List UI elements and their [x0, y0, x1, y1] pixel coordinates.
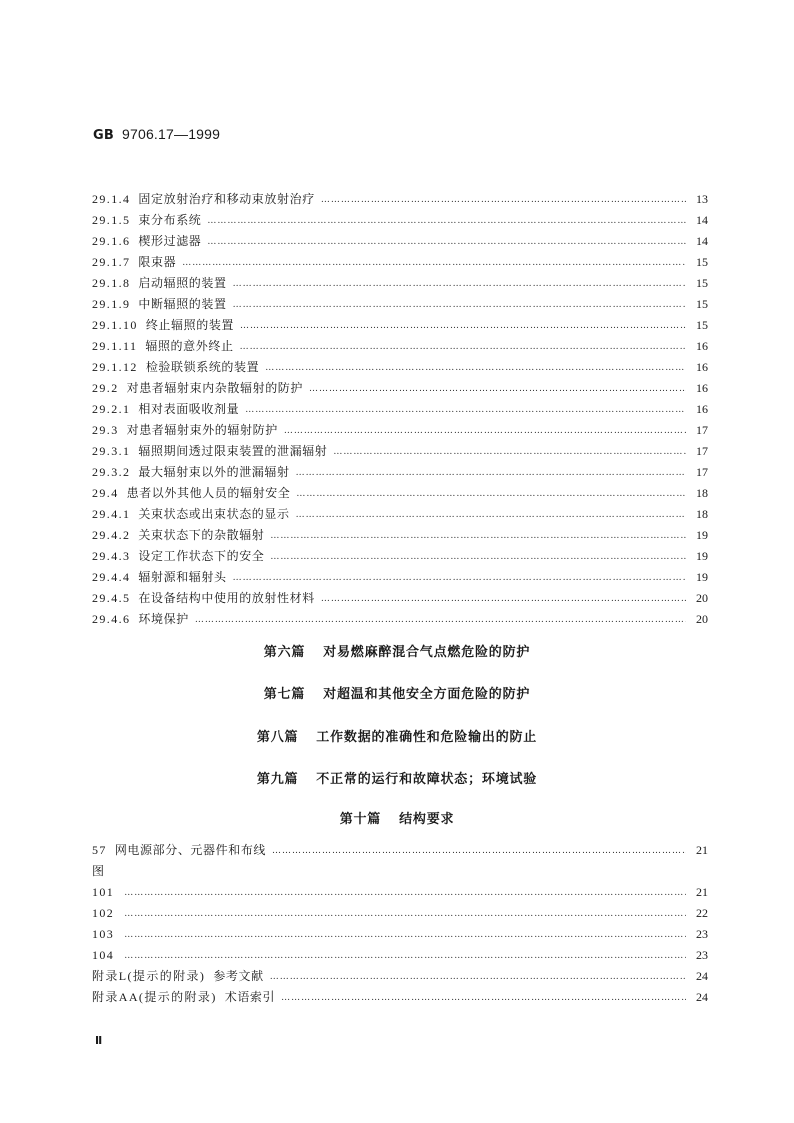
toc-entry-title: 限束器 — [138, 255, 177, 269]
toc-page-number: 20 — [696, 591, 708, 605]
toc-entry-title: 辐射源和辐射头 — [138, 570, 227, 584]
toc-page-number: 14 — [696, 213, 708, 227]
dot-leader — [296, 466, 686, 480]
dot-leader — [333, 445, 686, 459]
toc-page-number: 17 — [696, 423, 708, 437]
toc-entry[interactable] — [92, 942, 708, 963]
toc-page-number: 16 — [696, 339, 708, 353]
toc-page-number: 19 — [696, 570, 708, 584]
dot-leader — [124, 907, 686, 921]
dot-leader — [207, 214, 686, 228]
toc-section-number: 29.4.3 — [92, 549, 131, 563]
toc-entry[interactable] — [92, 522, 708, 543]
toc-entry[interactable] — [92, 480, 708, 501]
part-title: 对易燃麻醉混合气点燃危险的防护 — [323, 645, 531, 660]
toc-section-number: 29.1.7 — [92, 255, 131, 269]
toc-page-number: 17 — [696, 444, 708, 458]
toc-section-number: 29.3.2 — [92, 465, 131, 479]
toc-entry-title: 关束状态下的杂散辐射 — [138, 528, 265, 542]
toc-section-number: 29.4.5 — [92, 591, 131, 605]
toc-page-number: 14 — [696, 234, 708, 248]
dot-leader — [270, 970, 686, 984]
toc-entry-title: 检验联锁系统的装置 — [145, 360, 260, 374]
toc-section-number: 29.4.4 — [92, 570, 131, 584]
toc-entry[interactable] — [92, 501, 708, 522]
part-title: 结构要求 — [399, 812, 455, 827]
toc-page-number: 22 — [696, 906, 708, 920]
toc-section-number: 29.1.11 — [92, 339, 138, 353]
dot-leader — [240, 340, 686, 354]
dot-leader — [207, 235, 686, 249]
toc-section-number: 29.4.1 — [92, 507, 131, 521]
toc-page-number: 15 — [696, 297, 708, 311]
toc-entry-title: 在设备结构中使用的放射性材料 — [138, 591, 315, 605]
toc-entry[interactable] — [92, 291, 708, 312]
dot-leader — [270, 529, 686, 543]
toc-entry-title: 固定放射治疗和移动束放射治疗 — [138, 192, 315, 206]
toc-section-number: 29.1.6 — [92, 234, 131, 248]
toc-entry[interactable] — [92, 207, 708, 228]
toc-page-number: 23 — [696, 948, 708, 962]
toc-section-number: 57 — [92, 843, 107, 857]
toc-section-number: 29.2 — [92, 381, 119, 395]
toc-entry-title: 环境保护 — [138, 612, 189, 626]
toc-entry-title: 中断辐照的装置 — [138, 297, 227, 311]
dot-leader — [124, 928, 686, 942]
toc-section-number: 101 — [92, 885, 115, 899]
toc-entry[interactable] — [92, 312, 708, 333]
toc-entry[interactable] — [92, 249, 708, 270]
standard-header — [93, 126, 220, 143]
toc-entry[interactable] — [92, 438, 708, 459]
toc-entry[interactable] — [92, 333, 708, 354]
toc-page-number: 24 — [696, 969, 708, 983]
toc-section-number: 29.4.6 — [92, 612, 131, 626]
toc-section-structure — [92, 837, 708, 1005]
toc-entry[interactable] — [92, 879, 708, 900]
toc-section-number: 29.4.2 — [92, 528, 131, 542]
part-heading — [0, 683, 794, 702]
dot-leader — [296, 487, 686, 501]
toc-entry-title: 术语索引 — [224, 990, 276, 1004]
toc-section-number: 29.1.4 — [92, 192, 131, 206]
toc-entry-title: 相对表面吸收剂量 — [138, 402, 240, 416]
toc-entry[interactable] — [92, 837, 708, 858]
dot-leader — [124, 949, 686, 963]
dot-leader — [245, 403, 686, 417]
toc-entry[interactable] — [92, 186, 708, 207]
toc-entry[interactable] — [92, 564, 708, 585]
toc-section-number: 29.3 — [92, 423, 119, 437]
toc-section-number: 29.3.1 — [92, 444, 131, 458]
toc-entry[interactable] — [92, 396, 708, 417]
part-number: 第九篇 — [256, 772, 299, 787]
toc-entry[interactable] — [92, 459, 708, 480]
toc-section-29 — [92, 186, 708, 627]
dot-leader — [240, 319, 686, 333]
dot-leader — [321, 592, 686, 606]
part-heading — [0, 808, 794, 827]
toc-entry-title: 设定工作状态下的安全 — [138, 549, 265, 563]
toc-entry[interactable] — [92, 921, 708, 942]
toc-entry-title: 辐照的意外终止 — [145, 339, 234, 353]
toc-page-number: 15 — [696, 318, 708, 332]
toc-entry-title: 对患者辐射束内杂散辐射的防护 — [126, 381, 304, 395]
toc-section-number: 29.1.12 — [92, 360, 138, 374]
dot-leader — [265, 361, 686, 375]
dot-leader — [124, 886, 686, 900]
dot-leader — [182, 256, 686, 270]
dot-leader — [233, 277, 686, 291]
toc-page-number: 20 — [696, 612, 708, 626]
toc-entry-title: 终止辐照的装置 — [145, 318, 235, 332]
part-number: 第十篇 — [339, 812, 382, 827]
part-title: 不正常的运行和故障状态；环境试验 — [316, 772, 538, 787]
toc-page-number: 23 — [696, 927, 708, 941]
dot-leader — [309, 382, 686, 396]
dot-leader — [272, 844, 686, 858]
part-title: 对超温和其他安全方面危险的防护 — [323, 687, 531, 702]
dot-leader — [195, 613, 686, 627]
toc-section-number: 29.1.8 — [92, 276, 131, 290]
toc-entry-title: 最大辐射束以外的泄漏辐射 — [138, 465, 290, 479]
toc-entry-title: 关束状态或出束状态的显示 — [138, 507, 290, 521]
page-number: Ⅱ — [95, 1034, 103, 1047]
toc-entry[interactable] — [92, 417, 708, 438]
toc-section-number: 附录L(提示的附录) — [92, 969, 206, 983]
toc-page-number: 18 — [696, 486, 708, 500]
toc-page-number: 24 — [696, 990, 708, 1004]
toc-entry[interactable] — [92, 963, 708, 984]
toc-entry[interactable] — [92, 270, 708, 291]
toc-page-number: 19 — [696, 549, 708, 563]
toc-page-number: 15 — [696, 255, 708, 269]
toc-page-number: 19 — [696, 528, 708, 542]
toc-entry[interactable] — [92, 228, 708, 249]
toc-entry[interactable] — [92, 585, 708, 606]
toc-entry-title: 束分布系统 — [138, 213, 202, 227]
toc-section-number: 29.1.5 — [92, 213, 131, 227]
toc-entry[interactable] — [92, 543, 708, 564]
toc-section-number: 29.4 — [92, 486, 119, 500]
dot-leader — [233, 298, 686, 312]
standard-number: 9706.17—1999 — [121, 126, 221, 142]
toc-entry-title: 患者以外其他人员的辐射安全 — [126, 486, 291, 500]
toc-entry[interactable] — [92, 900, 708, 921]
toc-entry[interactable] — [92, 606, 708, 627]
dot-leader — [233, 571, 686, 585]
toc-section-number: 102 — [92, 906, 115, 920]
toc-page-number: 21 — [696, 885, 708, 899]
toc-entry[interactable] — [92, 354, 708, 375]
toc-section-number: 图 — [92, 864, 106, 878]
toc-entry-title: 参考文献 — [213, 969, 264, 983]
part-heading — [0, 726, 794, 745]
toc-page-number: 16 — [696, 381, 708, 395]
part-number: 第八篇 — [256, 730, 299, 745]
toc-section-number: 29.1.9 — [92, 297, 131, 311]
dot-leader — [270, 550, 686, 564]
toc-page-number: 17 — [696, 465, 708, 479]
toc-section-number: 附录AA(提示的附录) — [92, 990, 217, 1004]
toc-page-number: 18 — [696, 507, 708, 521]
toc-page-number: 15 — [696, 276, 708, 290]
toc-section-number: 29.2.1 — [92, 402, 131, 416]
part-title: 工作数据的准确性和危险输出的防止 — [316, 730, 538, 745]
toc-entry[interactable] — [92, 375, 708, 396]
dot-leader — [296, 508, 686, 522]
part-number: 第七篇 — [263, 687, 306, 702]
toc-entry-title: 辐照期间透过限束装置的泄漏辐射 — [138, 444, 328, 458]
toc-entry-title: 对患者辐射束外的辐射防护 — [126, 423, 278, 437]
dot-leader — [284, 424, 686, 438]
part-heading — [0, 768, 794, 787]
dot-leader — [281, 991, 686, 1005]
part-heading — [0, 641, 794, 660]
toc-section-number: 104 — [92, 948, 115, 962]
toc-page-number: 16 — [696, 402, 708, 416]
toc-section-number: 103 — [92, 927, 115, 941]
part-number: 第六篇 — [263, 645, 306, 660]
toc-entry-title: 启动辐照的装置 — [138, 276, 227, 290]
toc-entry[interactable] — [92, 858, 708, 879]
toc-section-number: 29.1.10 — [92, 318, 138, 332]
dot-leader — [321, 193, 686, 207]
toc-page-number: 13 — [696, 192, 708, 206]
toc-entry[interactable] — [92, 984, 708, 1005]
toc-entry-title: 网电源部分、元器件和布线 — [114, 843, 267, 857]
toc-entry-title: 楔形过滤器 — [138, 234, 202, 248]
standard-prefix: GB — [93, 128, 114, 143]
toc-page-number: 21 — [696, 843, 708, 857]
toc-page-number: 16 — [696, 360, 708, 374]
